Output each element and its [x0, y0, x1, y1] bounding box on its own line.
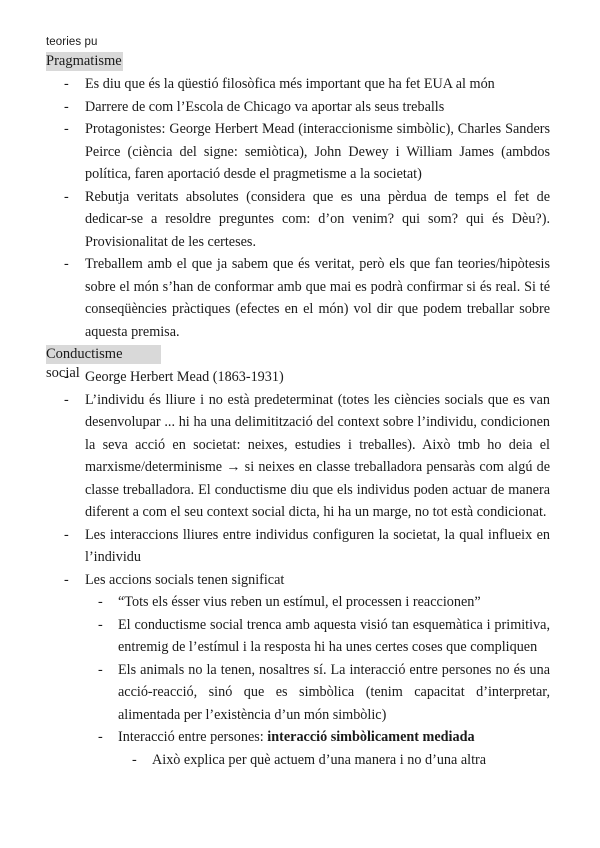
- list-item: - Darrere de com l’Escola de Chicago va aportar als seus treballs: [64, 96, 550, 119]
- subsublist-container: [132, 749, 550, 772]
- interaction-prefix: Interacció entre persones:: [118, 729, 268, 745]
- conductisme-list: [64, 366, 550, 771]
- heading-conductisme-social: Conductisme social: [46, 345, 161, 364]
- subsublist: [132, 749, 550, 772]
- document-title: teories pu: [46, 36, 98, 48]
- list-item: - Les interaccions lliures entre individus configuren la societat, la qual influeix en l’individu: [64, 524, 550, 569]
- subsublist-item: - Això explica per què actuem d’una manera i no d’una altra: [132, 749, 550, 772]
- heading-pragmatisme: Pragmatisme: [46, 53, 122, 69]
- list-item: - Protagonistes: George Herbert Mead (interaccionisme simbòlic), Charles Sanders Peirce (ciència del signe: semiòtica), John Dewey i William James (ambdos política, faren aportació desde el pragmetisme a la societat): [64, 118, 550, 186]
- sublist-item-interaction: [98, 726, 550, 749]
- list-item: - Les accions socials tenen significat: [64, 569, 550, 592]
- pragmatisme-list: [64, 73, 550, 343]
- list-item: - Rebutja veritats absolutes (considera que es una pèrdua de temps el fet de dedicar-se a resoldre preguntes com: d’on venim? qui som? qui és Dèu?). Provisionalitat de les certeses.: [64, 186, 550, 254]
- list-item: - L’individu és lliure i no està predeterminat (totes les ciències socials que es van desenvolupar ... hi ha una delimitització del context sobre l’individu, condicionen la seva acció en societat: neixes, estudies i treballes). Això tmb ho deia el marxisme/determinisme → si neixes en classe treballadora pensaràs com algú de classe treballadora. El conductisme diu que els individus poden actuar de manera diferent a com el seu context social dicta, hi ha un marge, no tot està condicionat.: [64, 389, 550, 524]
- list-item: - Treballem amb el que ja sabem que és veritat, però els que fan teories/hipòtesis sobre el món s’han de conformar amb que mai es podrà confirmar si és real. Si té conseqüències pràctiques (efectes en el món) vol dir que podem treballar sobre aquesta premisa.: [64, 253, 550, 343]
- sublist-container: [98, 591, 550, 771]
- interaction-bold: interacció simbòlicament mediada: [267, 729, 475, 745]
- list-item: - George Herbert Mead (1863-1931): [64, 366, 550, 389]
- list-item: - Es diu que és la qüestió filosòfica més important que ha fet EUA al món: [64, 73, 550, 96]
- sublist-item: - “Tots els ésser vius reben un estímul, el processen i reaccionen”: [98, 591, 550, 614]
- sublist: [98, 591, 550, 771]
- sublist-item: - Els animals no la tenen, nosaltres sí. La interacció entre persones no és una acció-reacció, sinó que es simbòlica (tenim capacitat d’interpretar, alimentada per l’existència d’un món simbòlic): [98, 659, 550, 727]
- sublist-item: - El conductisme social trenca amb aquesta visió tan esquemàtica i primitiva, entremig de l’estímul i la resposta hi ha unes certes coses que compliquen: [98, 614, 550, 659]
